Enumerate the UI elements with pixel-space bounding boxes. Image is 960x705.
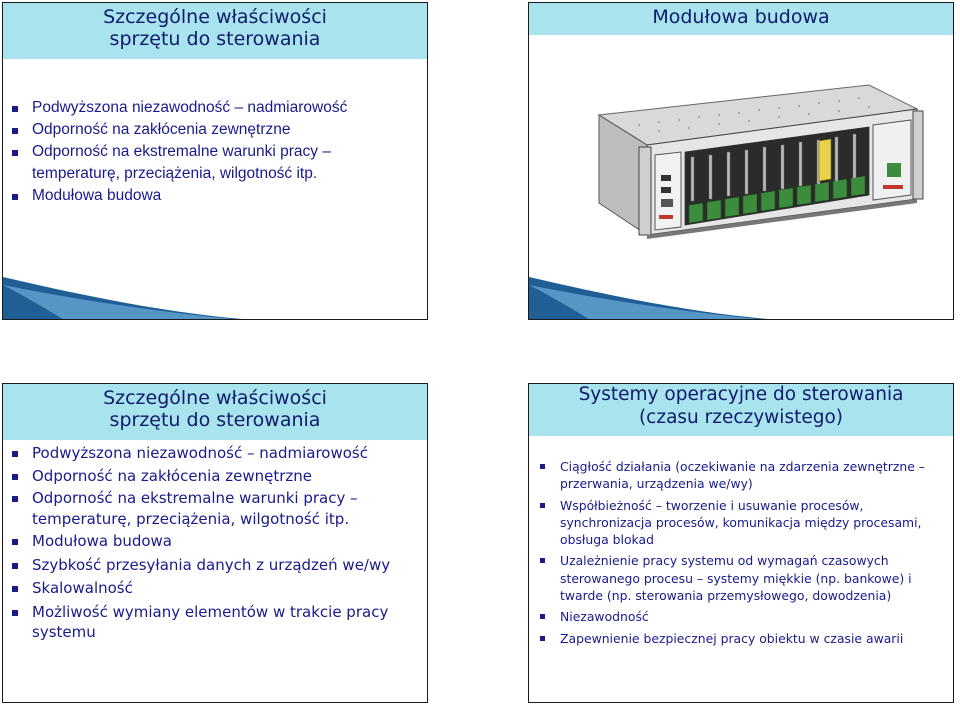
title-line-1: Systemy operacyjne do sterowania [578, 384, 904, 405]
bullet-square-icon [12, 451, 18, 457]
bullet-square-icon [12, 474, 18, 480]
slide-3 [2, 383, 428, 703]
slide-title [529, 384, 953, 436]
slide-title [3, 384, 427, 440]
modular-rack-image [569, 75, 929, 253]
list-item: Podwyższona niezawodność – nadmiarowość [3, 443, 423, 464]
list-item: Możliwość wymiany elementów w trakcie pracy systemu [3, 602, 423, 643]
bullet-square-icon [12, 150, 18, 156]
decorative-swoosh [3, 273, 427, 319]
slide-1 [2, 2, 428, 320]
bullet-square-icon [540, 558, 545, 563]
bullet-square-icon [12, 563, 18, 569]
bullet-square-icon [12, 496, 18, 502]
title-text: Modułowa budowa [652, 6, 830, 28]
list-item: Odporność na zakłócenia zewnętrzne [3, 466, 423, 487]
list-item: Skalowalność [3, 578, 423, 599]
title-line-2: sprzętu do sterowania [109, 28, 321, 51]
list-item: Odporność na zakłócenia zewnętrzne [3, 119, 423, 141]
list-item: Odporność na ekstremalne warunki pracy – temperaturę, przeciążenia, wilgotność itp. [3, 488, 423, 529]
title-line-1: Szczególne właściwości [103, 6, 327, 28]
bullet-list [531, 458, 951, 651]
list-item: Ciągłość działania (oczekiwanie na zdarzenia zewnętrzne – przerwania, urządzenia we/wy) [531, 458, 951, 493]
decorative-swoosh [529, 273, 953, 319]
list-item: Modułowa budowa [3, 531, 423, 552]
slide-title [529, 3, 953, 35]
bullet-list [3, 443, 423, 645]
bullet-square-icon [12, 539, 18, 545]
bullet-square-icon [12, 610, 18, 616]
bullet-square-icon [540, 636, 545, 641]
list-item: Niezawodność [531, 608, 951, 625]
list-item: Szybkość przesyłania danych z urządzeń we/wy [3, 555, 423, 576]
bullet-square-icon [12, 106, 18, 112]
title-line-1: Szczególne właściwości [103, 387, 327, 409]
slide-4 [528, 383, 954, 703]
list-item: Podwyższona niezawodność – nadmiarowość [3, 97, 423, 119]
bullet-square-icon [12, 194, 18, 200]
list-item: Uzależnienie pracy systemu od wymagań czasowych sterowanego procesu – systemy miękkie (np. bankowe) i twarde (np. sterowania przemysłowego, dowodzenia) [531, 552, 951, 604]
list-item: Odporność na ekstremalne warunki pracy – temperaturę, przeciążenia, wilgotność itp. [3, 141, 423, 185]
bullet-square-icon [12, 586, 18, 592]
bullet-square-icon [540, 614, 545, 619]
title-line-2: sprzętu do sterowania [109, 409, 321, 432]
slide-2 [528, 2, 954, 320]
bullet-square-icon [12, 128, 18, 134]
list-item: Zapewnienie bezpiecznej pracy obiektu w czasie awarii [531, 630, 951, 647]
bullet-square-icon [540, 464, 545, 469]
list-item: Modułowa budowa [3, 185, 423, 207]
list-item: Współbieżność – tworzenie i usuwanie procesów, synchronizacja procesów, komunikacja między procesami, obsługa blokad [531, 497, 951, 549]
slide-title [3, 3, 427, 59]
title-line-2: (czasu rzeczywistego) [638, 406, 844, 428]
bullet-square-icon [540, 503, 545, 508]
bullet-list [3, 97, 423, 207]
